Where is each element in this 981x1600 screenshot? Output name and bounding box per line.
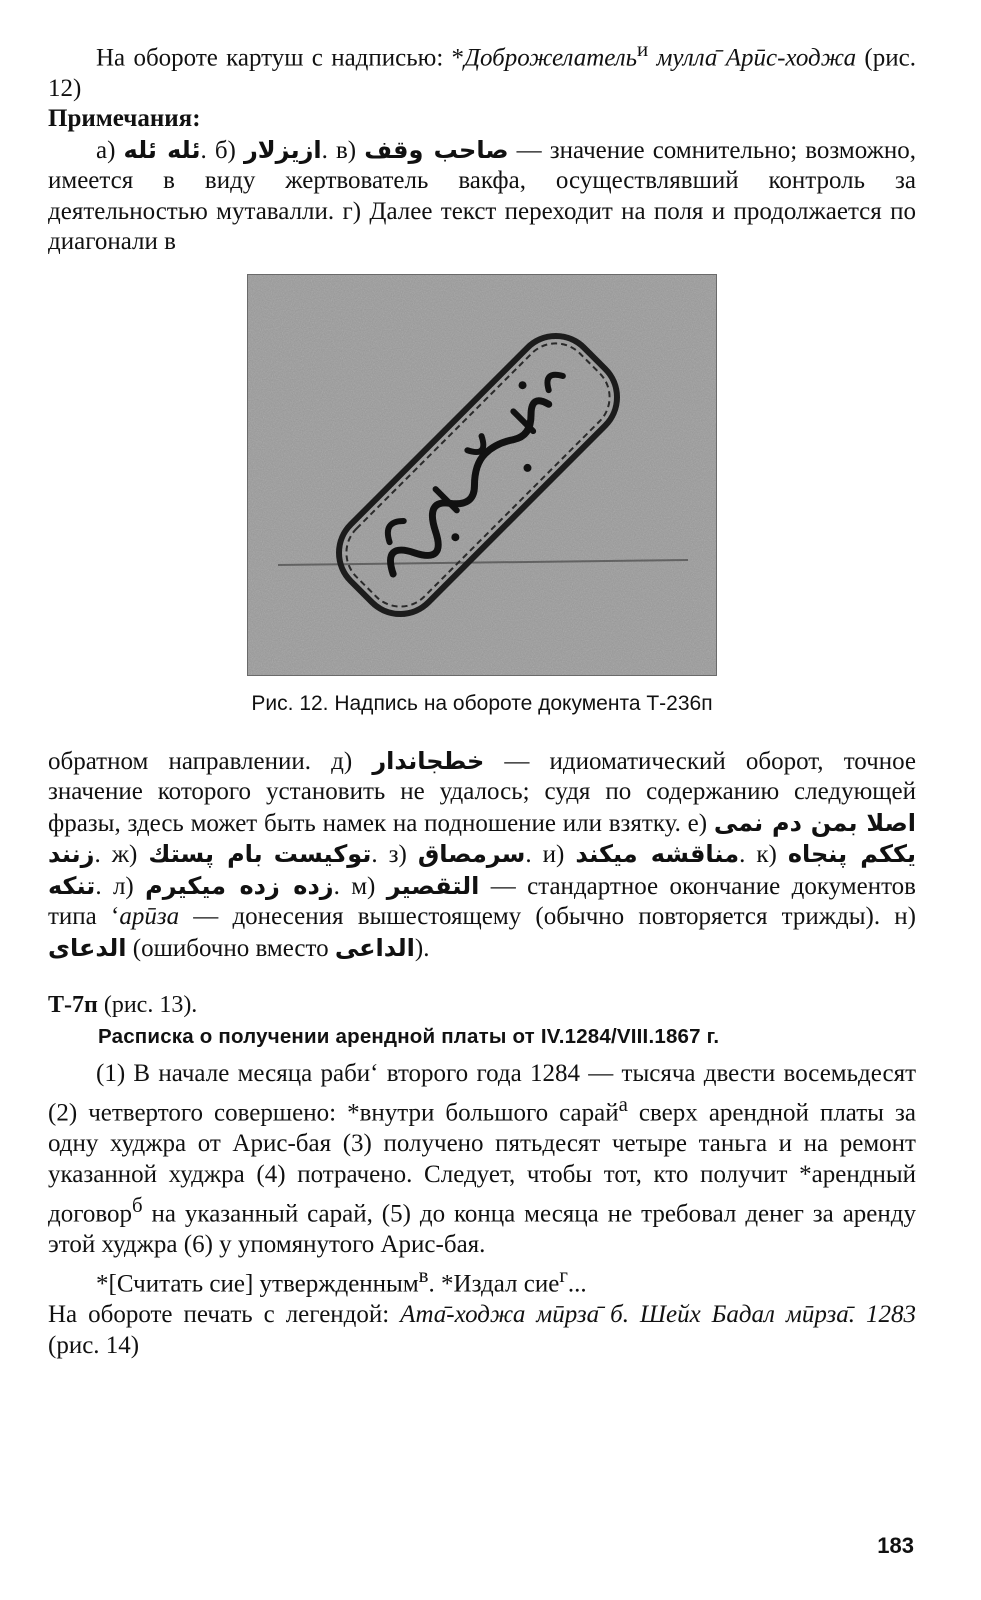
text-run: (ошибочно вместо (126, 934, 335, 962)
document-subtitle: Расписка о получении арендной платы от IV.1284/VIII.1867 г. (98, 1024, 720, 1048)
italic-text: мулла̄ Арӣс-ходжа (648, 44, 857, 72)
text-run: на указанный сарай, (5) до конца месяца не требовал денег за аренду этой худжра (6) у упомянутого Арис-бая. (48, 1200, 916, 1258)
text-run: — донесения вышестоящему (обычно повторяется трижды). н) (179, 903, 917, 931)
italic-text: Ата̄-ходжа мӣрза̄ б. Шейх Бадал мӣрза̄. 1283 (400, 1301, 916, 1329)
notes-continuation (48, 746, 916, 965)
cartouche-paragraph (48, 34, 916, 104)
text-run: (1) В начале месяца раби‘ второго года 1284 — тысяча двести восемьдесят (2) четвертого совершено: *внутри большого сарай (48, 1059, 916, 1127)
arabic-text: سرمصاق (417, 840, 526, 869)
text-run: . б) (200, 136, 244, 164)
document-heading (48, 990, 916, 1021)
footnote-marker: и (637, 37, 649, 61)
arabic-text: اصلا بمن دم نمی زنند (48, 808, 916, 869)
text-run: *[Считать сие] утвержденным (96, 1270, 419, 1298)
arabic-text: ازيزلار (243, 135, 322, 164)
text-run: . и) (525, 841, 576, 869)
footnote-marker: б (131, 1193, 143, 1218)
arabic-text: زده زده ميكيرم (145, 871, 334, 900)
arabic-text: الدعاى (48, 933, 127, 962)
text-run: . *Издал сие (428, 1270, 560, 1298)
page-number: 183 (877, 1533, 914, 1558)
figure-12 (48, 274, 916, 716)
text-run: ). (414, 934, 430, 962)
text-run: (рис. 12) (48, 44, 916, 102)
text-run: а) (96, 136, 124, 164)
text-run: . з) (371, 841, 418, 869)
figure-caption: Рис. 12. Надпись на обороте документа Т-236п (251, 691, 713, 715)
text-run: . в) (321, 136, 365, 164)
translation-paragraph (48, 1059, 916, 1261)
text-run: . ж) (94, 841, 149, 869)
arabic-text: توكيست (273, 840, 372, 869)
footnote-marker: а (618, 1092, 628, 1117)
arabic-text: التقصير (386, 871, 480, 900)
seal-legend-line (48, 1300, 916, 1361)
document-id: Т-7п (48, 992, 98, 1019)
footnote-marker: г (559, 1263, 568, 1288)
text-run: — значение сомнительно; возможно, имеется в виду жертвователь вакфа, осуществлявший контроль за деятельностью мутавалли. г) Далее текст переходит на поля и продолжается по диагонали в (48, 136, 916, 256)
arabic-text: مناقشه ميكند (575, 840, 740, 869)
italic-text: Доброжелатель (464, 44, 637, 72)
notes-heading: Примечания: (48, 105, 201, 133)
text-run: На обороте картуш с надписью: * (96, 44, 465, 72)
text-run: . л) (95, 872, 146, 900)
arabic-text: الداعى (334, 933, 415, 962)
text-run: (рис. 14) (48, 1331, 140, 1359)
text-run: обратном направлении. д) (48, 747, 373, 775)
figure-ref: (рис. 13). (97, 992, 198, 1019)
text-run: — стандартное окончание документов типа ‘ (48, 872, 916, 931)
approval-line (48, 1260, 916, 1300)
seal-photo-icon (248, 275, 716, 675)
text-run: — идиоматический оборот, точное значение которого установить не удалось; судя по содержанию следующей фразы, здесь может быть намек на подношение или взятку. е) (48, 747, 916, 837)
arabic-text: يككم پنجاه تنكه (48, 840, 916, 900)
arabic-text: خطجاندار (372, 746, 485, 775)
document-page (48, 34, 916, 1361)
text-run: . м) (333, 872, 387, 900)
arabic-text: صاحب وقف (364, 135, 509, 164)
text-run: . к) (739, 841, 788, 869)
italic-text: арӣза (119, 903, 180, 931)
arabic-text: بام پستك (148, 840, 263, 869)
notes-paragraph (48, 135, 916, 258)
arabic-text: ئله ئله (123, 135, 201, 164)
text-run: На обороте печать с легендой: (48, 1301, 401, 1329)
footnote-marker: в (418, 1263, 429, 1288)
text-run: сверх арендной платы за одну худжра от Арис-бая (3) получено пятьдесят четыре таньга и на ремонт указанной худжра (4) потрачено. Следует, чтобы тот, кто получит *арендный договор (48, 1099, 916, 1228)
text-run: ... (567, 1270, 587, 1298)
seal-cartouche-photo (247, 274, 717, 676)
